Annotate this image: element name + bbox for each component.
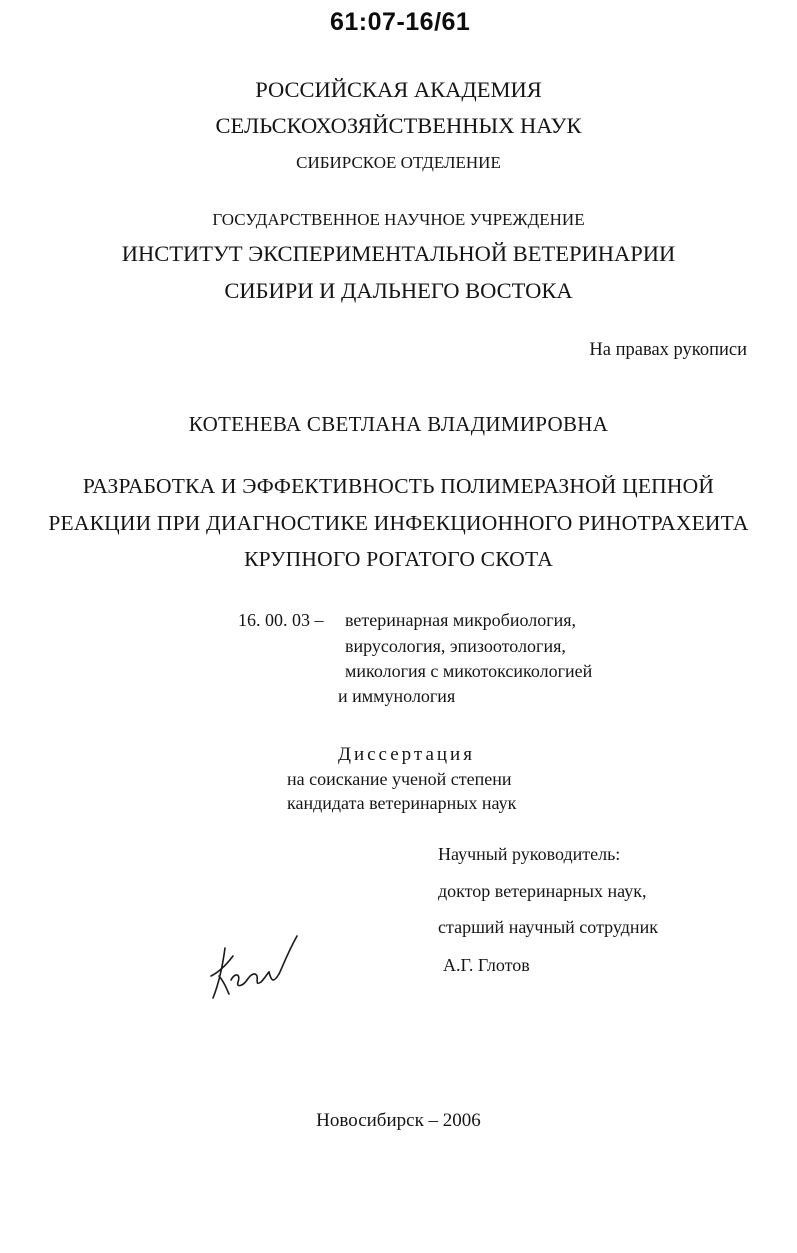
specialty-code: 16. 00. 03 – [238,610,324,630]
manuscript-note: На правах рукописи [589,340,747,360]
title-line-3: КРУПНОГО РОГАТОГО СКОТА [244,547,553,571]
author-name: КОТЕНЕВА СВЕТЛАНА ВЛАДИМИРОВНА [188,412,609,436]
specialty-line-1: ветеринарная микробиология, [345,610,576,630]
city-year: Новосибирск – 2006 [316,1110,481,1131]
org-line-2: СЕЛЬСКОХОЗЯЙСТВЕННЫХ НАУК [215,113,582,138]
dissertation-line-2: кандидата ветеринарных наук [287,793,517,813]
supervisor-label: Научный руководитель: [438,844,621,864]
institution-name-line-1: ИНСТИТУТ ЭКСПЕРИМЕНТАЛЬНОЙ ВЕТЕРИНАРИИ [121,241,676,266]
specialty-line-4: и иммунология [338,686,456,706]
handwritten-signature [205,928,310,1008]
supervisor-degree: доктор ветеринарных наук, [438,881,647,901]
title-line-1: РАЗРАБОТКА И ЭФФЕКТИВНОСТЬ ПОЛИМЕРАЗНОЙ ЦЕПНОЙ [82,474,715,498]
org-line-3: СИБИРСКОЕ ОТДЕЛЕНИЕ [296,153,501,172]
supervisor-name: А.Г. Глотов [443,955,530,975]
specialty-line-2: вирусология, эпизоотология, [345,636,566,656]
dissertation-line-1: на соискание ученой степени [287,769,512,789]
institution-type: ГОСУДАРСТВЕННОЕ НАУЧНОЕ УЧРЕЖДЕНИЕ [212,210,585,229]
dissertation-heading: Диссертация [338,744,475,765]
archive-code: 61:07-16/61 [330,8,471,36]
institution-name-line-2: СИБИРИ И ДАЛЬНЕГО ВОСТОКА [224,278,573,303]
supervisor-position: старший научный сотрудник [438,917,658,937]
title-line-2: РЕАКЦИИ ПРИ ДИАГНОСТИКЕ ИНФЕКЦИОННОГО РИНОТРАХЕИТА [48,511,749,535]
specialty-line-3: микология с микотоксикологией [345,661,593,681]
org-line-1: РОССИЙСКАЯ АКАДЕМИЯ [255,77,542,102]
